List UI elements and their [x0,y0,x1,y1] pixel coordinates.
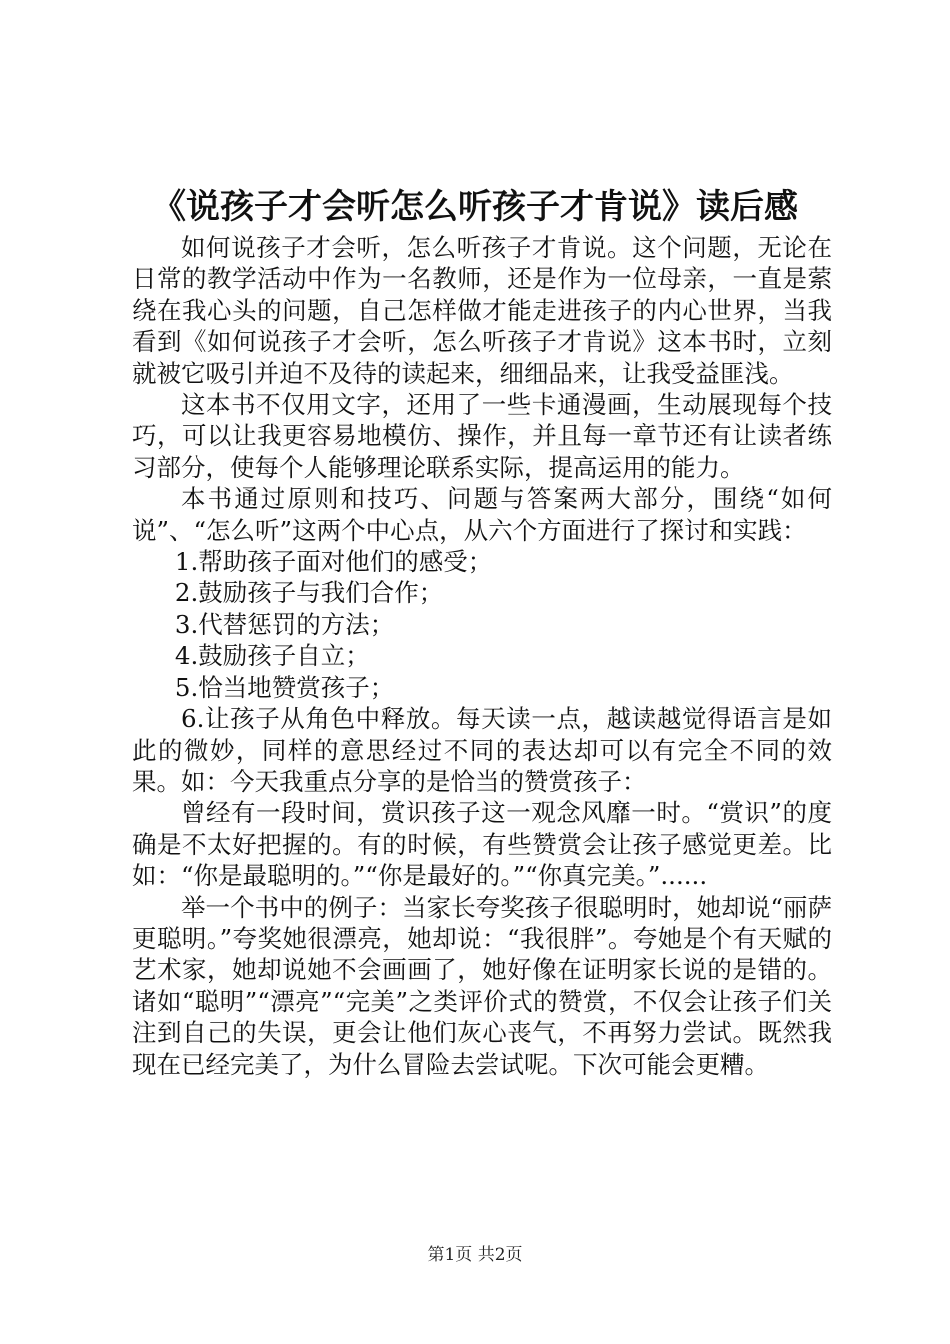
document-title: 《说孩子才会听怎么听孩子才肯说》读后感 [152,187,798,227]
paragraph-item-six: 6.让孩子从角色中释放。每天读一点，越读越觉得语言是如此的微妙，同样的意思经过不同的表达却可以有完全不同的效果。如：今天我重点分享的是恰当的赞赏孩子： [132,704,832,796]
paragraph-example: 举一个书中的例子：当家长夸奖孩子很聪明时，她却说“丽萨更聪明。”夸奖她很漂亮，她却说：“我很胖”。夸她是个有天赋的艺术家，她却说她不会画画了，她好像在证明家长说的是错的。诸如“聪明”“漂亮”“完美”之类评价式的赞赏，不仅会让孩子们关注到自己的失误，更会让他们灰心丧气，不再努力尝试。既然我现在已经完美了，为什么冒险去尝试呢。下次可能会更糟。 [132,892,832,1079]
paragraph-appreciation: 曾经有一段时间，赏识孩子这一观念风靡一时。“赏识”的度确是不太好把握的。有的时候，有些赞赏会让孩子感觉更差。比如：“你是最聪明的。”“你是最好的。”“你真完美。”...... [132,798,832,891]
list-item: 5.恰当地赞赏孩子； [174,672,395,702]
paragraph-book-features: 这本书不仅用文字，还用了一些卡通漫画，生动展现每个技巧，可以让我更容易地模仿、操作，并且每一章节还有让读者练习部分，使每个人能够理论联系实际，提高运用的能力。 [132,390,832,482]
list-item: 4.鼓励孩子自立； [174,641,370,671]
list-item: 3.代替惩罚的方法； [174,609,395,639]
list-item: 2.鼓励孩子与我们合作； [174,578,444,608]
paragraph-book-structure: 本书通过原则和技巧、问题与答案两大部分，围绕“如何说”、“怎么听”这两个中心点，从六个方面进行了探讨和实践： [132,484,832,545]
page-number: 第1页 共2页 [427,1245,523,1265]
list-item: 1.帮助孩子面对他们的感受； [174,547,493,577]
paragraph-intro: 如何说孩子才会听，怎么听孩子才肯说。这个问题，无论在日常的教学活动中作为一名教师，还是作为一位母亲，一直是萦绕在我心头的问题，自己怎样做才能走进孩子的内心世界，当我看到《如何说孩子才会听，怎么听孩子才肯说》这本书时，立刻就被它吸引并迫不及待的读起来，细细品来，让我受益匪浅。 [132,233,832,388]
document-body [132,232,832,1080]
